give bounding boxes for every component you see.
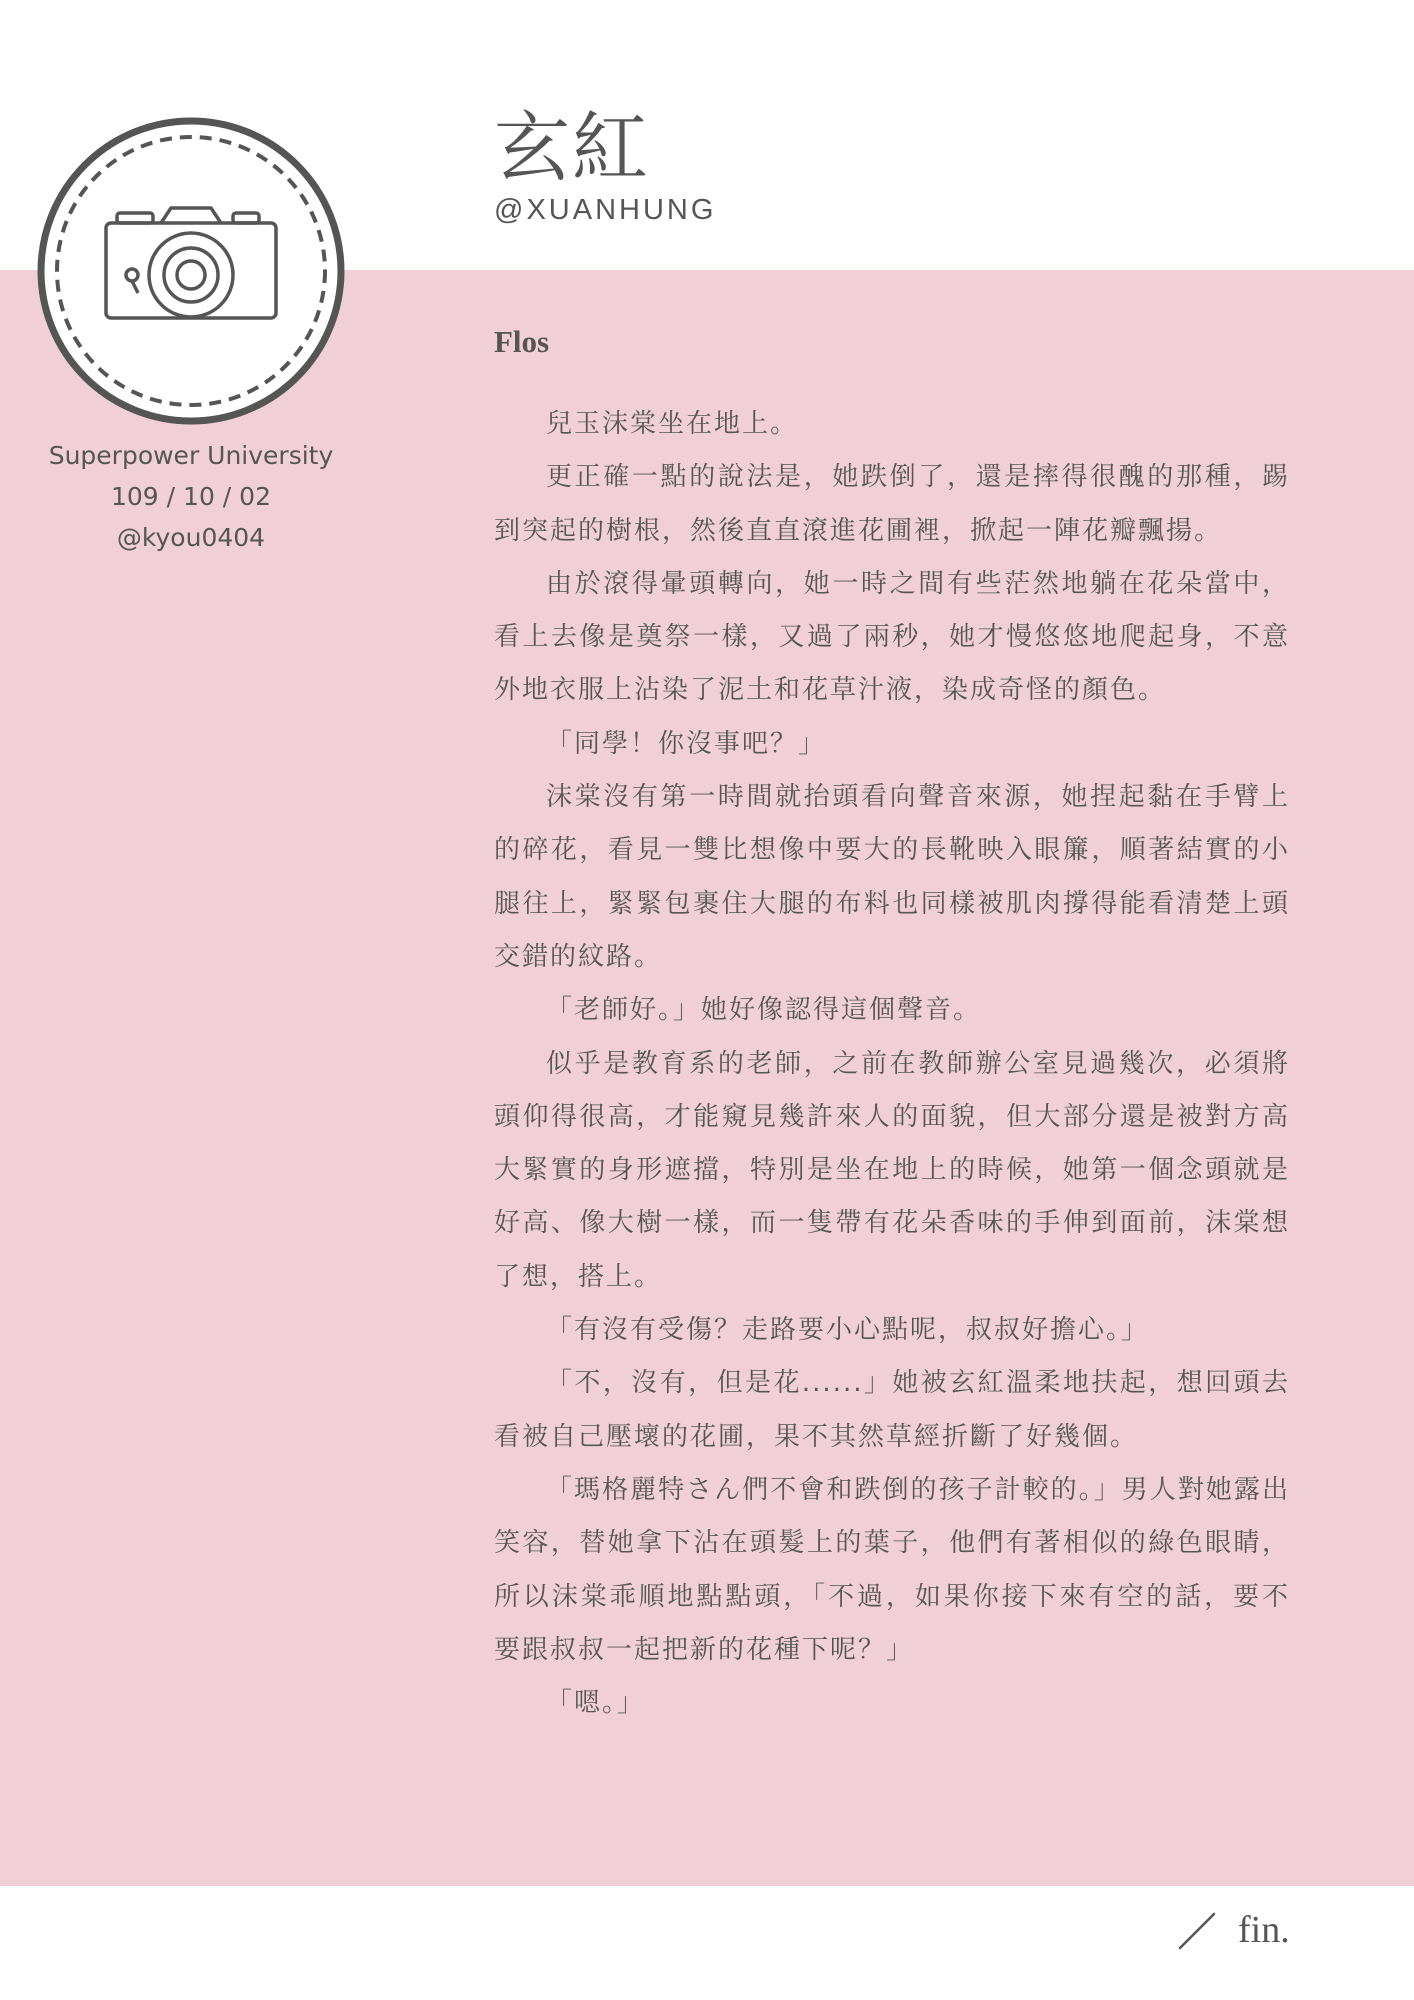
story-paragraph: 似乎是教育系的老師，之前在教師辦公室見過幾次，必須將頭仰得很高，才能窺見幾許來人的面貌，但大部分還是被對方高大緊實的身形遮擋，特別是坐在地上的時候，她第一個念頭就是好高、像大樹一樣，而一隻帶有花朵香味的手伸到面前，沫棠想了想，搭上。	[494, 1048, 1290, 1292]
story-paragraph: 「不，沒有，但是花......」她被玄紅溫柔地扶起，想回頭去看被自己壓壞的花圃，果不其然草經折斷了好幾個。	[494, 1368, 1290, 1452]
story-paragraph: 「老師好。」她好像認得這個聲音。	[546, 995, 982, 1026]
story-paragraph: 「同學！你沒事吧？」	[546, 728, 827, 759]
story-paragraph: 兒玉沫棠坐在地上。	[546, 409, 799, 439]
university-name: Superpower University	[48, 441, 334, 470]
fin-mark	[1176, 1900, 1290, 1960]
slash-icon	[1176, 1908, 1220, 1952]
story-paragraph: 「瑪格麗特さん們不會和跌倒的孩子計較的。」男人對她露出笑容，替她拿下沾在頭髮上的葉子，他們有著相似的綠色眼睛，所以沫棠乖順地點點頭，「不過，如果你接下來有空的話，要不要跟叔叔一起把新的花種下呢？」	[494, 1474, 1290, 1665]
story-paragraph: 「嗯。」	[546, 1688, 646, 1719]
story-paragraph: 更正確一點的說法是，她跌倒了，還是摔得很醜的那種，踢到突起的樹根，然後直直滾進花圃裡，掀起一陣花瓣飄揚。	[494, 462, 1290, 546]
story-paragraph: 由於滾得暈頭轉向，她一時之間有些茫然地躺在花朵當中，看上去像是奠祭一樣，又過了兩秒，她才慢悠悠地爬起身，不意外地衣服上沾染了泥土和花草汁液，染成奇怪的顏色。	[494, 568, 1290, 706]
author-account: @kyou0404	[116, 523, 266, 552]
story-paragraph: 沫棠沒有第一時間就抬頭看向聲音來源，她捏起黏在手臂上的碎花，看見一雙比想像中要大的長靴映入眼簾，順著結實的小腿往上，緊緊包裹住大腿的布料也同樣被肌肉撐得能看清楚上頭交錯的紋路。	[494, 782, 1290, 972]
story-paragraph: 「有沒有受傷？走路要小心點呢，叔叔好擔心。」	[546, 1315, 1150, 1346]
page-title: 玄紅	[494, 103, 650, 192]
author-info	[0, 435, 382, 558]
character-handle: @XUANHUNG	[494, 194, 717, 226]
fin-text: fin.	[1238, 1909, 1290, 1951]
post-date: 109 / 10 / 02	[111, 482, 271, 511]
camera-icon	[35, 115, 347, 427]
story-body	[494, 398, 1290, 1730]
story-title: Flos	[494, 324, 550, 359]
